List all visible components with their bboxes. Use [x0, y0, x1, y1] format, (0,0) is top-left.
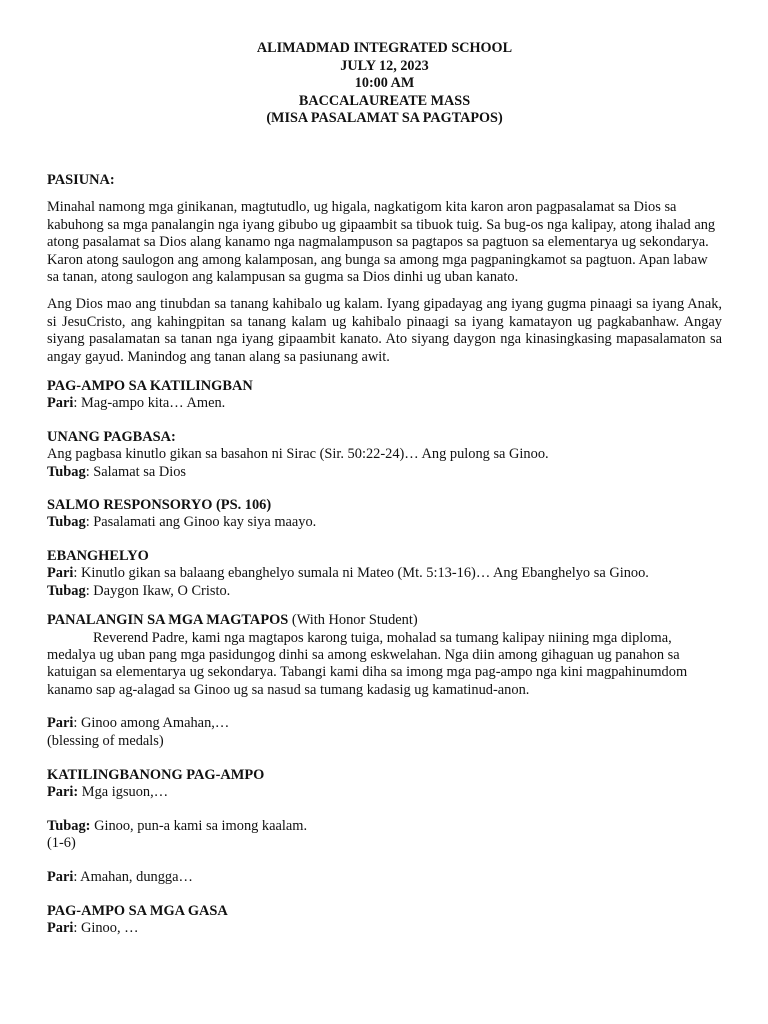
salmo-heading: SALMO RESPONSORYO (PS. 106) — [47, 497, 272, 514]
response-text: : Pasalamati ang Ginoo kay siya maayo. — [85, 514, 317, 531]
response-text: Ginoo, pun-a kami sa imong kaalam. — [90, 817, 308, 834]
speaker-label: Pari — [47, 920, 74, 937]
event-title: BACCALAUREATE MASS — [298, 92, 471, 109]
speaker-label: Tubag: — [47, 817, 91, 834]
ebanghelyo-line-1 — [47, 565, 722, 582]
pagampo-line — [47, 395, 722, 412]
response-text: : Ginoo, … — [73, 920, 139, 937]
speaker-label: Tubag — [47, 463, 86, 480]
gasa-heading: PAG-AMPO SA MGA GASA — [47, 902, 228, 919]
panalangin-body: Reverend Padre, kami nga magtapos karong tuiga, mohalad sa tumang kalipay niining mga diploma, medalya ug uban pang mga pasidungog dinhi sa among eskwelahan. Nga diin among gihaguan ug panahon sa katuigan sa elementarya ug sekondarya. Tabangi kami diha sa imong mga pag-ampo nga kini magpahinumdom kanamo sap ag-alagad sa Ginoo ug sa nasud sa tumang kadasig ug kamatinud-anon. — [47, 629, 688, 698]
ebanghelyo-heading: EBANGHELYO — [47, 547, 149, 564]
pagampo-heading: PAG-AMPO SA KATILINGBAN — [47, 378, 253, 395]
katilingbanong-line-3 — [47, 869, 722, 886]
panalangin-heading-note: (With Honor Student) — [288, 612, 418, 629]
panalangin-note: (blessing of medals) — [47, 732, 164, 749]
response-text: : Daygon Ikaw, O Cristo. — [85, 582, 231, 599]
speaker-label: Tubag — [47, 514, 86, 531]
salmo-response — [47, 514, 722, 531]
event-subtitle: (MISA PASALAMAT SA PAGTAPOS) — [266, 110, 503, 127]
speaker-label: Pari — [47, 868, 74, 885]
event-date: JULY 12, 2023 — [340, 57, 429, 74]
panalangin-heading: PANALANGIN SA MGA MAGTAPOS — [47, 612, 289, 629]
unang-pagbasa-heading: UNANG PAGBASA: — [47, 428, 176, 445]
katilingbanong-heading: KATILINGBANONG PAG-AMPO — [47, 766, 265, 783]
katilingbanong-range: (1-6) — [47, 835, 76, 852]
speaker-label: Pari — [47, 565, 74, 582]
response-text: : Ginoo among Amahan,… — [73, 715, 230, 732]
speaker-label: Tubag — [47, 582, 86, 599]
unang-pagbasa-response — [47, 464, 722, 481]
document-page — [47, 40, 722, 938]
pasiuna-paragraph-2: Ang Dios mao ang tinubdan sa tanang kahibalo ug kalam. Iyang gipadayag ang iyang gugma pinaagi sa iyang Anak, si JesuCristo, ang kahingpitan sa tanang kalam ug kahibalo pinaagi sa iyang kamatayon ug pagkabanhaw. Angay siyang pasalamatan sa tanan nga iyang gipaambit kanato. Ato siyang daygon nga kinasingkasing mapasalamaton sa angay gayud. Manindog ang tanan alang sa pasiunang awit. — [47, 296, 722, 365]
pasiuna-heading: PASIUNA: — [47, 171, 115, 188]
response-text: : Amahan, dungga… — [73, 868, 193, 885]
katilingbanong-line-1 — [47, 784, 722, 801]
speaker-label: Pari — [47, 395, 74, 412]
ebanghelyo-line-2 — [47, 583, 722, 600]
gasa-line — [47, 920, 722, 937]
speaker-label: Pari — [47, 715, 74, 732]
pasiuna-paragraph-1: Minahal namong mga ginikanan, magtutudlo, ug higala, nagkatigom kita karon aron pagpasalamat sa Dios sa kabuhong sa mga panalangin nga iyang gibubo ug gipaambit sa tibuok tuig. Sa bug-os nga kalipay, atong ihalad ang atong pasalamat sa Dios alang kanamo nga nagmalampuson sa pagtapos sa pagtuon sa elementarya ug sekondarya. Karon atong saulogon ang among kalamposan, ang bunga sa among mga pagpaningkamot sa pagtuon. Apan labaw sa tanan, atong saulogon ang kalampusan sa gugma sa Dios dinhi ug uban kanato. — [47, 199, 716, 285]
event-time: 10:00 AM — [354, 75, 415, 92]
response-text: Mga igsuon,… — [78, 784, 169, 801]
document-header — [47, 40, 722, 128]
unang-pagbasa-line: Ang pagbasa kinutlo gikan sa basahon ni Sirac (Sir. 50:22-24)… Ang pulong sa Ginoo. — [47, 446, 549, 463]
katilingbanong-line-2 — [47, 818, 722, 835]
response-text: : Kinutlo gikan sa balaang ebanghelyo sumala ni Mateo (Mt. 5:13-16)… Ang Ebanghelyo sa Ginoo. — [73, 565, 649, 582]
panalangin-heading-line — [47, 612, 722, 629]
response-text: : Salamat sa Dios — [85, 463, 187, 480]
school-name: ALIMADMAD INTEGRATED SCHOOL — [256, 40, 513, 56]
panalangin-pari-line — [47, 715, 722, 732]
speaker-label: Pari: — [47, 784, 79, 801]
response-text: : Mag-ampo kita… Amen. — [73, 395, 226, 412]
